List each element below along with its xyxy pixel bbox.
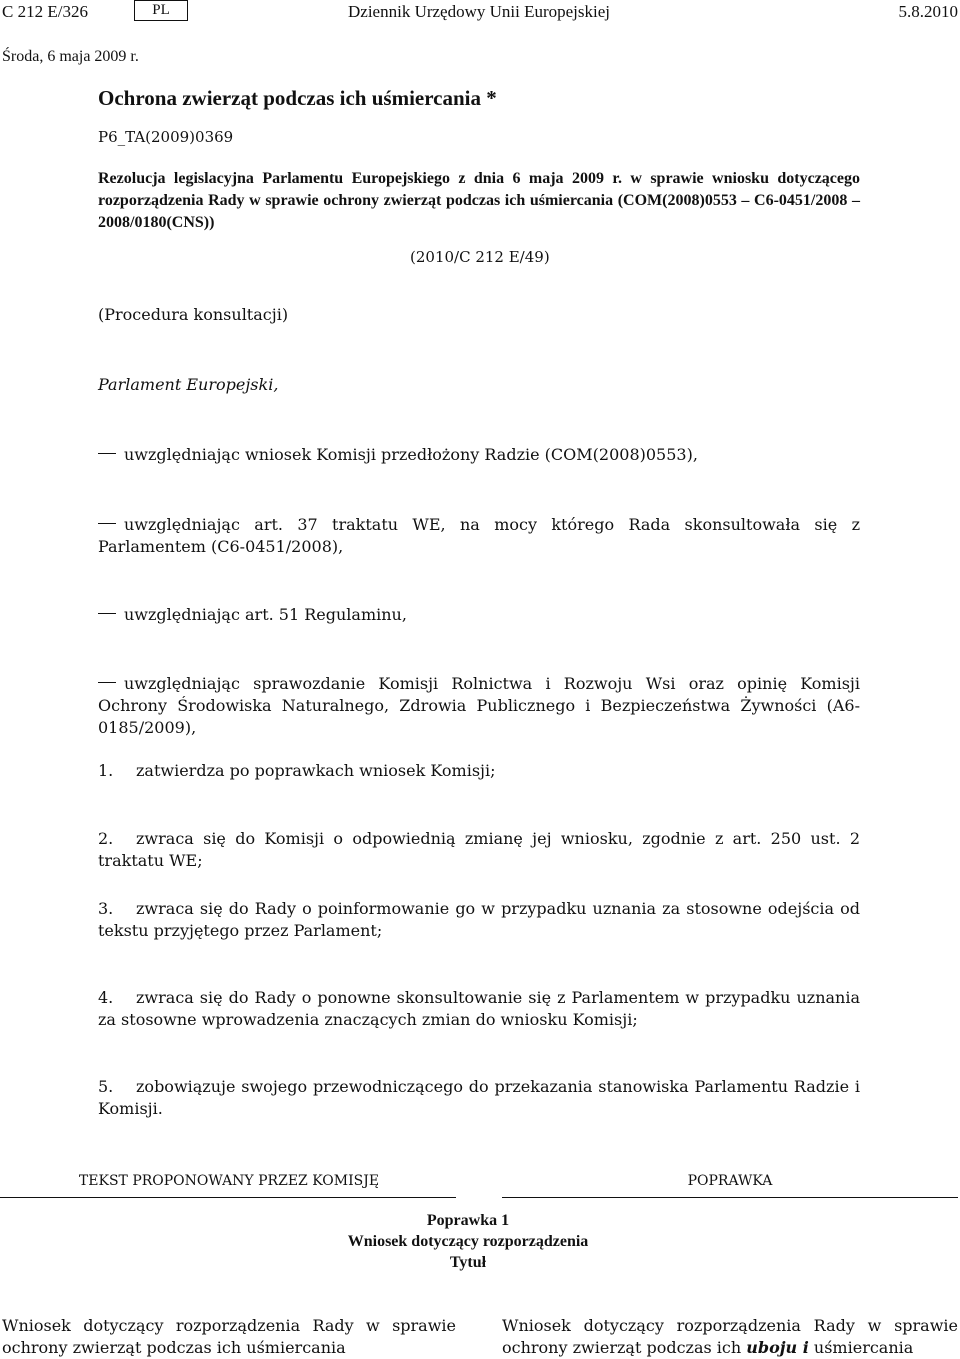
- dash-icon: [98, 453, 116, 454]
- dash-icon: [98, 613, 116, 614]
- page-reference: C 212 E/326: [2, 2, 88, 21]
- procedure-type: (Procedura konsultacji): [98, 305, 289, 324]
- resolution-point: 1. zatwierdza po poprawkach wniosek Komisji;: [98, 761, 496, 780]
- dash-icon: [98, 682, 116, 683]
- amendment-part: Tytuł: [449, 1254, 487, 1271]
- parliament-label: Parlament Europejski,: [98, 375, 279, 394]
- citation-item: uwzględniając art. 51 Regulaminu,: [98, 604, 860, 626]
- resolution-heading: Rezolucja legislacyjna Parlamentu Europejskiego z dnia 6 maja 2009 r. w sprawie wniosku dotyczącego rozporządzenia Rady w sprawie ochrony zwierząt podczas ich uśmiercania (COM(2008)0553 – C6-0451/2008 – 2008/0180(CNS)): [98, 170, 860, 231]
- citation-item: uwzględniając sprawozdanie Komisji Rolnictwa i Rozwoju Wsi oraz opinię Komisji Ochrony Środowiska Naturalnego, Zdrowia Publicznego i Bezpieczeństwa Żywności (A6-0185/2009),: [98, 674, 860, 737]
- citation-item: uwzględniając art. 37 traktatu WE, na mocy którego Rada skonsultowała się z Parlamentem (C6-0451/2008),: [98, 515, 860, 556]
- publication-date: 5.8.2010: [898, 2, 958, 21]
- resolution-point: 4. zwraca się do Rady o ponowne skonsultowanie się z Parlamentem w przypadku uznania za stosowne wprowadzenia znaczących zmian do wniosku Komisji;: [98, 988, 860, 1029]
- column-divider: [0, 1197, 456, 1198]
- column-divider: [502, 1197, 958, 1198]
- resolution-point: 5. zobowiązuje swojego przewodniczącego do przekazania stanowiska Parlamentu Radzie i Komisji.: [98, 1077, 860, 1118]
- citation-item: uwzględniając wniosek Komisji przedłożony Radzie (COM(2008)0553),: [98, 444, 860, 466]
- amendment-number: Poprawka 1: [426, 1212, 510, 1229]
- amendment-target: Wniosek dotyczący rozporządzenia: [347, 1233, 589, 1250]
- official-reference: (2010/C 212 E/49): [410, 248, 550, 266]
- column-header-commission: TEKST PROPONOWANY PRZEZ KOMISJĘ: [78, 1173, 380, 1189]
- amended-text: Wniosek dotyczący rozporządzenia Rady w sprawie ochrony zwierząt podczas ich uboju i uśmiercania: [502, 1316, 958, 1357]
- dash-icon: [98, 523, 116, 524]
- journal-name: Dziennik Urzędowy Unii Europejskiej: [348, 2, 611, 21]
- resolution-point: 2. zwraca się do Komisji o odpowiednią zmianę jej wniosku, zgodnie z art. 250 ust. 2 traktatu WE;: [98, 829, 860, 870]
- resolution-point: 3. zwraca się do Rady o poinformowanie go w przypadku uznania za stosowne odejścia od tekstu przyjętego przez Parlament;: [98, 899, 860, 940]
- sitting-date: Środa, 6 maja 2009 r.: [2, 48, 139, 65]
- commission-text: Wniosek dotyczący rozporządzenia Rady w sprawie ochrony zwierząt podczas ich uśmiercania: [2, 1316, 456, 1357]
- document-title: Ochrona zwierząt podczas ich uśmiercania *: [98, 86, 497, 110]
- column-header-amendment: POPRAWKA: [687, 1173, 773, 1189]
- language-badge: PL: [134, 0, 188, 21]
- document-code: P6_TA(2009)0369: [98, 128, 234, 146]
